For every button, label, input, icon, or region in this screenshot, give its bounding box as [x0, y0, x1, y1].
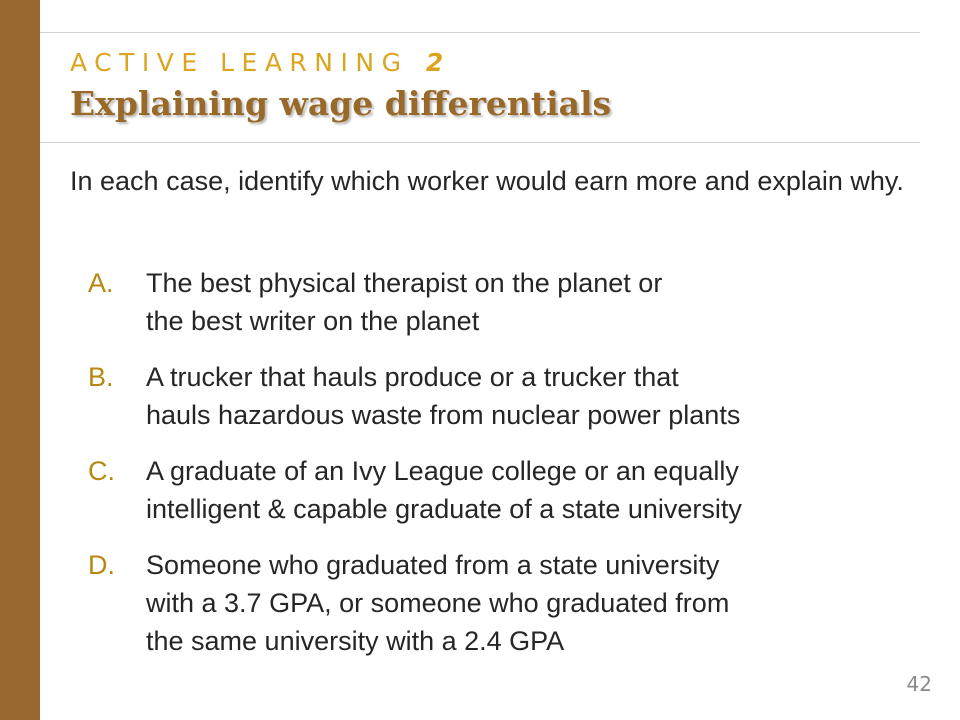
item-letter: A.: [88, 268, 114, 298]
title-divider: [40, 142, 920, 143]
top-divider: [40, 32, 920, 33]
item-text: A graduate of an Ivy League college or an equally intelligent & capable graduate of a state university: [146, 456, 742, 524]
item-text: The best physical therapist on the planet or the best writer on the planet: [146, 268, 663, 336]
sidebar-accent-bar: [0, 0, 40, 720]
kicker-label: ACTIVE LEARNING: [70, 48, 409, 77]
list-item: [88, 264, 918, 340]
slide-title: Explaining wage differentials: [70, 84, 612, 123]
list-item: [88, 546, 918, 660]
item-letter: D.: [88, 550, 115, 580]
list-item: [88, 358, 918, 434]
item-text: Someone who graduated from a state university with a 3.7 GPA, or someone who graduated from the same university with a 2.4 GPA: [146, 550, 730, 656]
item-letter: B.: [88, 362, 114, 392]
question-list: [88, 264, 918, 678]
intro-text: In each case, identify which worker would earn more and explain why.: [70, 166, 904, 196]
kicker-number: 2: [425, 48, 444, 77]
item-letter: C.: [88, 456, 115, 486]
page-number: 42: [906, 672, 932, 696]
list-item: [88, 452, 918, 528]
section-kicker: [70, 48, 443, 77]
item-text: A trucker that hauls produce or a trucker that hauls hazardous waste from nuclear power plants: [146, 362, 741, 430]
